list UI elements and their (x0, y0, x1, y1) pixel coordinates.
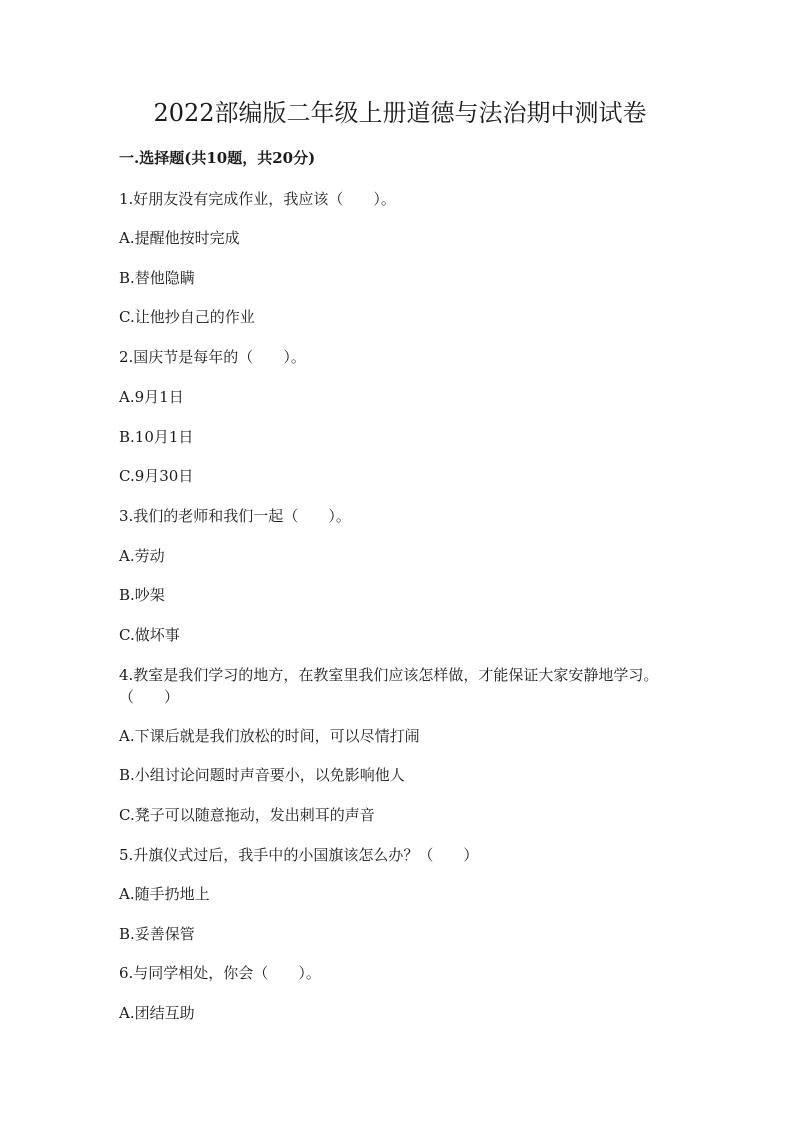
question-stem: 6.与同学相处，你会（ ）。 (119, 964, 321, 982)
answer-option: A.团结互助 (119, 1004, 195, 1022)
question-stem: 1.好朋友没有完成作业，我应该（ ）。 (119, 190, 396, 208)
answer-option: A.9月1日 (119, 388, 184, 406)
question-stem: 5.升旗仪式过后，我手中的小国旗该怎么办？（ ） (119, 846, 479, 864)
answer-option: B.替他隐瞒 (119, 269, 195, 287)
answer-option: B.妥善保管 (119, 925, 195, 943)
answer-option: A.下课后就是我们放松的时间，可以尽情打闹 (119, 727, 420, 745)
answer-option: B.小组讨论问题时声音要小，以免影响他人 (119, 766, 405, 784)
question-stem: 2.国庆节是每年的（ ）。 (119, 348, 306, 366)
answer-option: C.凳子可以随意拖动，发出刺耳的声音 (119, 806, 375, 824)
answer-option: A.提醒他按时完成 (119, 229, 240, 247)
answer-option: A.随手扔地上 (119, 885, 210, 903)
answer-option: A.劳动 (119, 547, 165, 565)
question-stem: 4.教室是我们学习的地方，在教室里我们应该怎样做，才能保证大家安静地学习。（ ） (119, 666, 659, 706)
answer-option: B.吵架 (119, 586, 165, 604)
answer-option: C.9月30日 (119, 467, 194, 485)
section-heading: 一.选择题(共10题，共20分) (119, 149, 316, 167)
answer-option: C.做坏事 (119, 626, 180, 644)
answer-option: C.让他抄自己的作业 (119, 308, 255, 326)
document-title: 2022部编版二年级上册道德与法治期中测试卷 (153, 99, 647, 127)
answer-option: B.10月1日 (119, 428, 194, 446)
question-stem: 3.我们的老师和我们一起（ ）。 (119, 507, 351, 525)
